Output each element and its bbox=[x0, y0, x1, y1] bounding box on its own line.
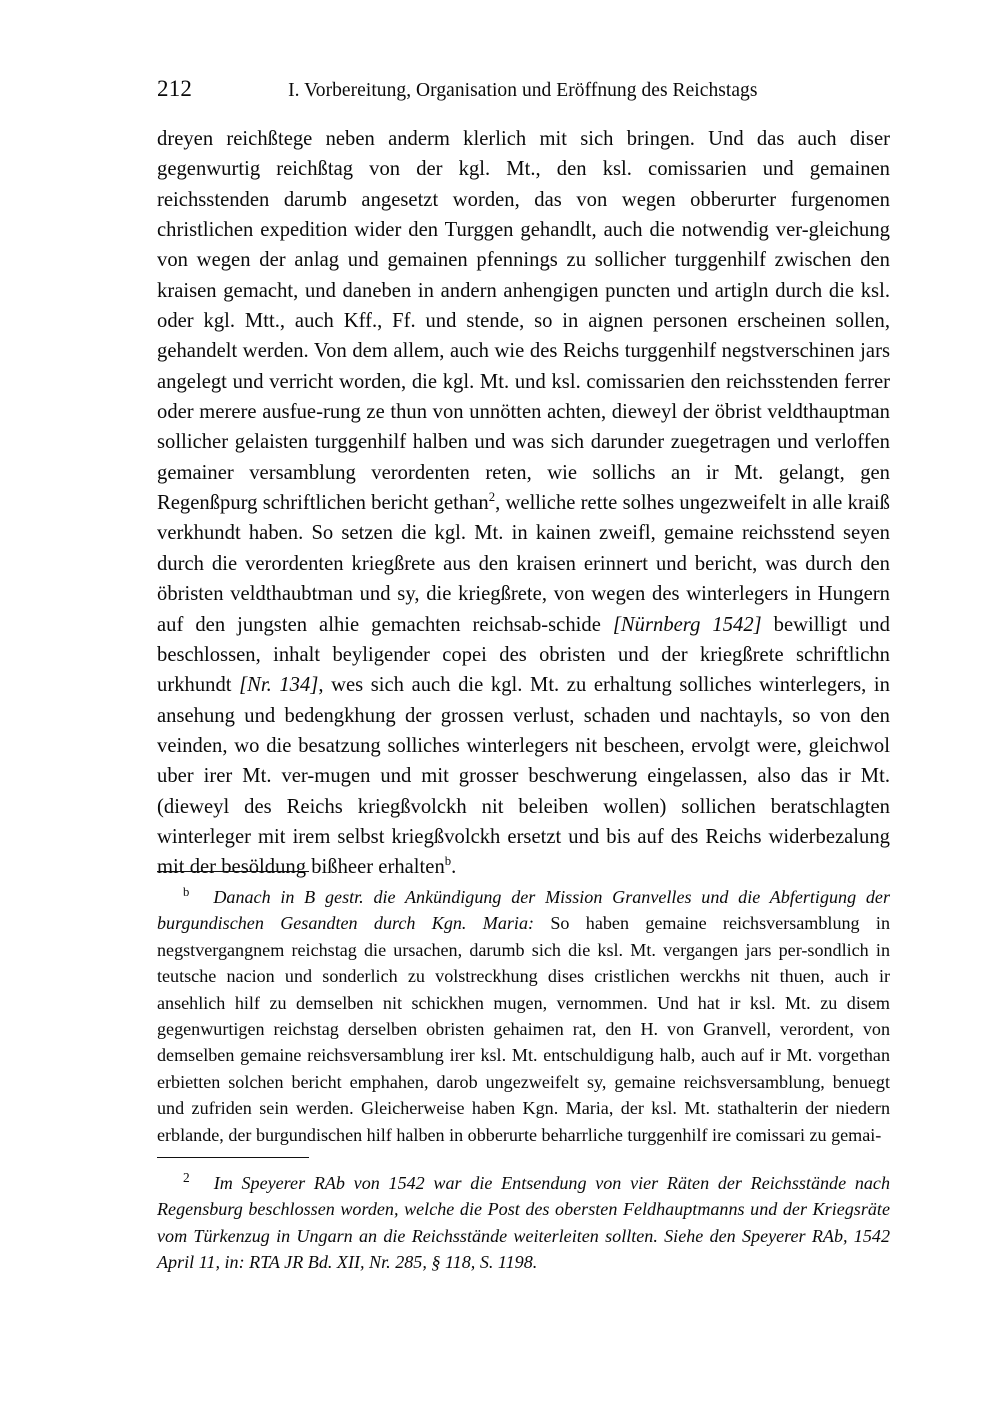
roman-run: , welliche rette solhes ungezweifelt in alle kraiß verkhundt haben. So setzen die kgl. Mt. in kainen zweifl, gemaine reichsstend seyen durch die verordenten kriegßrete aus den kraisen erinnert und bericht, was durch den öbristen veldthaubtman und sy, die kriegßrete, von wegen des winterlegers in Hungern auf den jungsten alhie gemachten reichsab-schide bbox=[157, 492, 890, 636]
roman-run: bewilligt und beschlossen, inhalt beyligender copei des obristen und der kriegßrete schriftlichn urkhundt bbox=[157, 613, 890, 697]
body-text bbox=[157, 124, 890, 883]
roman-run: dreyen reichßtege neben anderm klerlich mit sich bringen. Und das auch diser gegenwurtig reichßtag von der kgl. Mt., den ksl. comissarien und gemainen reichsstenden darumb angesetzt worden, das von wegen obberurter furgenomen christlichen expedition wider den Turggen gehandlt, auch die notwendig ver-gleichung von wegen der anlag und gemainen pfennings zu sollicher turggenhilf zwischen den kraisen gemacht, und daneben in andern anhengigen puncten und artigln durch die ksl. oder kgl. Mtt., auch Kff., Ff. und stende, so in aignen personen erscheinen sollen, gehandelt werden. Von dem allem, auch wie des Reichs turggenhilf negstverschinen jars angelegt und verricht worden, die kgl. Mt. und ksl. comissarien den reichsstenden ferrer oder merere ausfue-rung ze thun von unnötten achten, dieweyl der öbrist veldthauptman sollicher gelaisten turggenhilf halben und was sich darunder zuegetragen und verloffen gemainer versamblung verordenten reten, wie sollichs an ir Mt. gelangt, gen Regenßpurg schriftlichen bericht gethan bbox=[157, 128, 890, 515]
apparatus-note-b: b Danach in B gestr. die Ankündigung der Mission Granvelles und die Abfertigung der burgundischen Gesandten durch Kgn. Maria: So haben gemaine reichsversamblung in negstvergangnem reichstag die ursachen, darumb sich die ksl. Mt. vergangen jars per-sondlich in teutsche nacion und sonderlich zu volstreckhung dises cristlichen werckhs nit thuen, auch ir ansehlich hilf zu demselben nit schickhen mugen, vernommen. Und hat ir ksl. Mt. zu disem gegenwurtigen reichstag derselben obristen gehaimen rat, den H. von Granvell, verordent, von demselben gemaine reichsversamblung irer ksl. Mt. entschuldigung halb, auch auf ir Mt. vorgethan erbietten solchen bericht emphahen, darob ungezweifelt sy, gemaine reichsversamblung, benuegt und zufriden sein werden. Gleicherweise haben Kgn. Maria, der ksl. Mt. stathalterin der niedern erblande, der burgundischen hilf halben in obberurte beharrliche turggenhilf ire comissari zu gemai- bbox=[157, 884, 890, 1145]
footnote-text: Im Speyerer RAb von 1542 war die Entsendung von vier Räten der Reichsstände nach Regensburg beschlossen worden, welche die Post des obersten Feldhauptmanns und der Kriegsräte vom Türkenzug in Ungarn an die Reichsstände weiterleiten sollten. Siehe den Speyerer RAb, 1542 April 11, in: RTA JR Bd. XII, Nr. 285, § 118, S. 1198. bbox=[157, 1173, 890, 1273]
roman-run: . bbox=[451, 856, 457, 879]
running-head-title: I. Vorbereitung, Organisation und Eröffnung des Reichstags bbox=[288, 80, 758, 101]
italic-run: Danach in B gestr. die Ankündigung der Mission Granvelles und die Abfertigung der burgundischen Gesandten durch Kgn. Maria: bbox=[157, 887, 890, 934]
footnote-reference: b bbox=[444, 854, 452, 869]
roman-run: , wes sich auch die kgl. Mt. zu erhaltung solliches winterlegers, in ansehung und bedengkhung der grossen verlust, schaden und nachtayls, so von den veinden, wo die besatzung solliches winterlegers nit bescheen, ervolgt were, gleichwol uber irer Mt. ver-mugen und mit grosser beschwerung eingelassen, also das ir Mt. (dieweyl des Reichs kriegßvolckh nit beleiben wollen) sollichen beratschlagten winterleger mit irem selbst kriegßvolckh ersetzt und bis auf des Reichs widerbezalung mit der besöldung bißheer erhalten bbox=[157, 674, 890, 879]
footnote-2-block: 2 Im Speyerer RAb von 1542 war die Entsendung von vier Räten der Reichsstände nach Regensburg beschlossen worden, welche die Post des obersten Feldhauptmanns und der Kriegsräte vom Türkenzug in Ungarn an die Reichsstände weiterleiten sollten. Siehe den Speyerer RAb, 1542 April 11, in: RTA JR Bd. XII, Nr. 285, § 118, S. 1198. bbox=[157, 1169, 890, 1273]
italic-run: [Nürnberg 1542] bbox=[612, 613, 762, 636]
footnote-divider-rule bbox=[157, 1157, 309, 1158]
apparatus-note-text bbox=[157, 887, 890, 1145]
page-number: 212 bbox=[157, 76, 193, 101]
italic-run: [Nr. 134] bbox=[239, 674, 319, 697]
running-head bbox=[157, 76, 890, 102]
roman-run: So haben gemaine reichsversamblung in negstvergangnem reichstag die ursachen, darumb sich die ksl. Mt. vergangen jars per-sondlich in teutsche nacion und sonderlich zu volstreckhung dises cristlichen werckhs nit thuen, auch ir ansehlich hilf zu demselben nit schickhen mugen, vernommen. Und hat ir ksl. Mt. zu disem gegenwurtigen reichstag derselben obristen gehaimen rat, den H. von Granvell, verordent, von demselben gemaine reichsversamblung irer ksl. Mt. entschuldigung halb, auch auf ir Mt. vorgethan erbietten solchen bericht emphahen, darob ungezweifelt sy, gemaine reichsversamblung, benuegt und zufriden sein werden. Gleicherweise haben Kgn. Maria, der ksl. Mt. stathalterin der niedern erblande, der burgundischen hilf halben in obberurte beharrliche turggenhilf ire comissari zu gemai- bbox=[157, 913, 890, 1145]
body-paragraph bbox=[157, 124, 890, 883]
footnote-reference: 2 bbox=[488, 490, 496, 505]
apparatus-divider-rule bbox=[157, 871, 309, 872]
